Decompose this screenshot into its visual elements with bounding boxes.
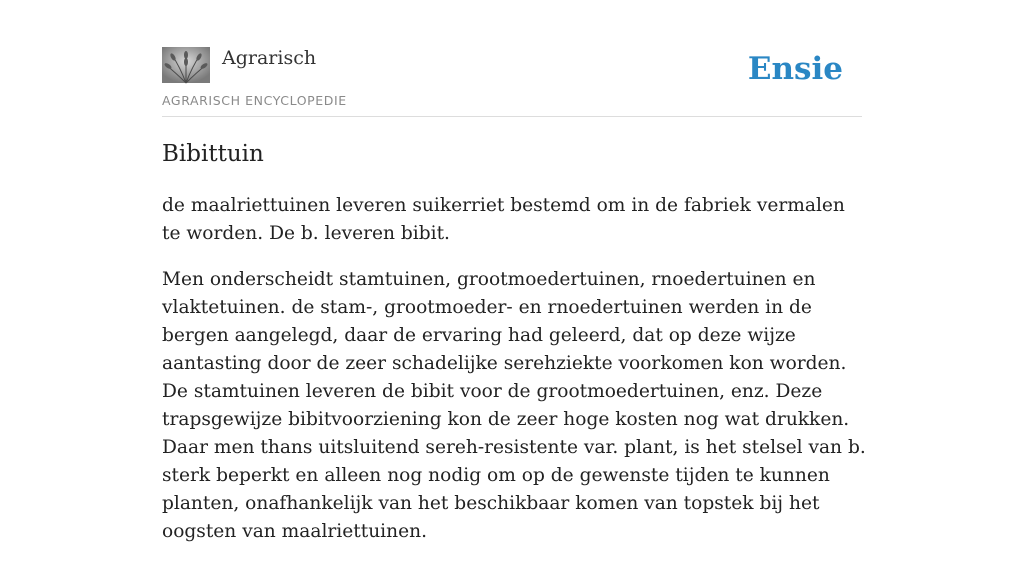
article-body bbox=[162, 192, 868, 564]
brand-logo-link[interactable]: Ensie bbox=[747, 51, 843, 87]
source-name-link[interactable]: Agrarisch bbox=[222, 47, 317, 69]
page-title: Bibittuin bbox=[162, 141, 264, 167]
paragraph: Men onderscheidt stamtuinen, grootmoedertuinen, rnoedertuinen en vlaktetuinen. de stam-, grootmoeder- en rnoedertuinen werden in de bergen aangelegd, daar de ervaring had geleerd, dat op deze wijze aantasting door de zeer schadelijke serehziekte voorkomen kon worden. De stamtuinen leveren de bibit voor de grootmoedertuinen, enz. Deze trapsgewijze bibitvoorziening kon de zeer hoge kosten nog wat drukken. Daar men thans uitsluitend sereh-resistente var. plant, is het stelsel van b. sterk beperkt en alleen nog nodig om op de gewenste tijden te kunnen planten, onafhankelijk van het beschikbaar komen van topstek bij het oogsten van maalriettuinen. bbox=[162, 269, 866, 542]
wheat-ears-icon[interactable] bbox=[162, 47, 210, 83]
paragraph: de maalriettuinen leveren suikerriet bestemd om in de fabriek vermalen te worden. De b. leveren bibit. bbox=[162, 195, 845, 244]
page-header bbox=[162, 0, 862, 117]
source-caption: AGRARISCH ENCYCLOPEDIE bbox=[162, 93, 347, 108]
